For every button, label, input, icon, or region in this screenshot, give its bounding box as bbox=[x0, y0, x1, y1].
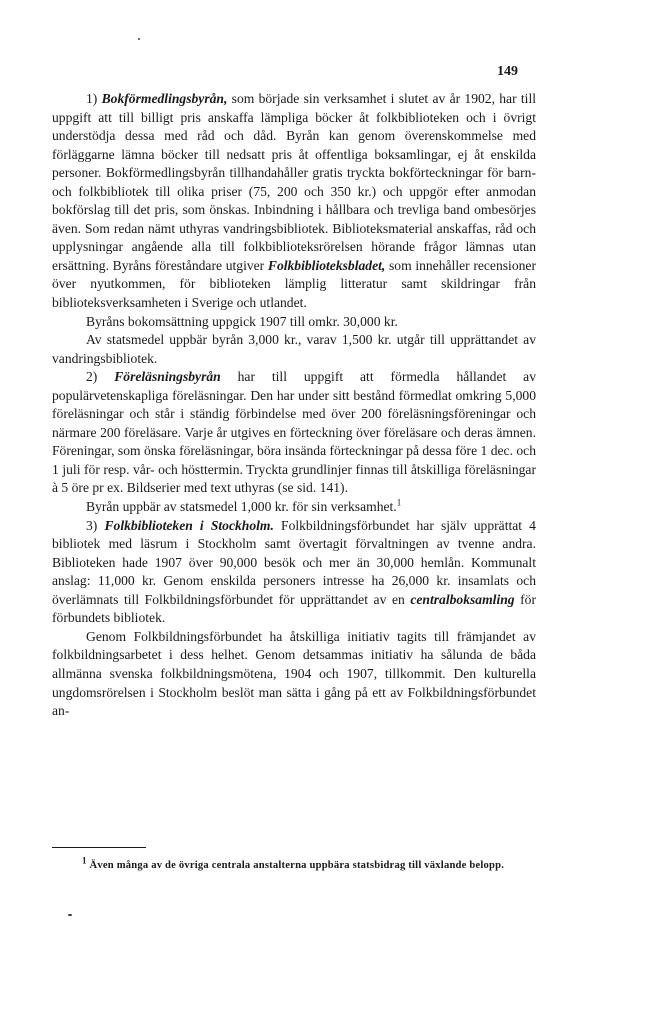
page-number: 149 bbox=[497, 64, 518, 79]
section-number: 3) bbox=[86, 517, 98, 533]
publication-title-folkbiblioteksbladet: Folkbiblioteksbladet, bbox=[267, 257, 386, 273]
paragraph-statsmedel-byran: Av statsmedel uppbär byrån 3,000 kr., varav 1,500 kr. utgår till upprättandet av vandringsbibliotek. bbox=[52, 332, 536, 366]
paragraph-text: har till uppgift att förmedla hållandet av populärvetenskapliga föreläsningar. Den har under sitt bestånd förmedlat omkring 5,000 föreläsningar och står i ständig förbindelse med över 200 föreläsningsföreningar och närmare 200 föreläsare. Varje år utgives en förteckning över föreläsare och deras ämnen. Föreningar, som önska föreläsningar, böra insända förteckningar på dessa före 1 dec. och 1 juli för resp. vår- och hösttermin. Tryckta grundlinjer finnas till åtskilliga föreläsningar à 5 öre pr ex. Bildserier med text uthyras (se sid. 141). bbox=[52, 369, 536, 496]
paragraph-text: Folkbildningsförbundet har själv upprättat 4 bibliotek med läsrum i Stockholm samt övertagit förvaltningen av tvenne andra. Biblioteken hade 1907 över 90,000 besök och mer än 30,000 hemlån. Kommunalt anslag: 11,000 kr. Genom enskilda personers intresse ha 26,000 kr. insamlats och överlämnats till Folkbildningsförbundet för upprättandet av en bbox=[52, 517, 536, 607]
section-title-bokformedlingsbyran: Bokförmedlingsbyrån, bbox=[101, 91, 228, 106]
paragraph-text: Byrån uppbär av statsmedel 1,000 kr. för sin verksamhet. bbox=[86, 499, 397, 515]
paragraph-forelasningsbyran bbox=[52, 368, 536, 498]
paper-speck bbox=[68, 914, 72, 916]
footnote-reference[interactable]: 1 bbox=[396, 497, 402, 508]
footnote-body: Även många av de övriga centrala anstalterna uppbära statsbidrag till växlande belopp. bbox=[86, 860, 505, 871]
paragraph-statsmedel-forelasning bbox=[52, 498, 536, 517]
paragraph-bokformedlingsbyran bbox=[52, 90, 536, 313]
term-centralboksamling: centralboksamling bbox=[410, 591, 515, 607]
paragraph-text: som började sin verksamhet i slutet av år 1902, har till uppgift att till billigt pris anskaffa lämpliga böcker åt folkbiblioteken och i övrigt understödja dessa med råd och dåd. Byrån kan genom överenskommelse med förläggarne lämna böcker till nedsatt pris åt offentliga boksamlingar, ej åt enskilda personer. Bokförmedlingsbyrån tillhandahåller gratis tryckta bokförteckningar för barn- och folkbibliotek till olika priser (75, 200 och 350 kr.) och uppgör efter anmodan bokförslag till det pris, som önskas. Inbindning i hållbara och trevliga band ombesörjes även. Som redan nämt uthyras vandringsbibliotek. Biblioteksmaterial anskaffas, råd och upplysningar angående alla till folkbiblioteksrörelsen hörande frågor lämnas utan ersättning. Byråns föreståndare utgiver bbox=[52, 91, 536, 273]
paragraph-text: för förbundets bibliotek. bbox=[52, 591, 537, 626]
main-text bbox=[52, 90, 536, 721]
paper-speck bbox=[138, 38, 140, 40]
section-number: 2) bbox=[86, 369, 98, 385]
footnote-divider bbox=[52, 847, 146, 848]
section-title-folkbiblioteken: Folkbiblioteken i Stockholm. bbox=[104, 517, 274, 533]
footnote-text bbox=[52, 855, 536, 872]
paragraph-folkbiblioteken bbox=[52, 517, 536, 628]
section-number: 1) bbox=[86, 91, 98, 106]
paragraph-bokomsattning: Byråns bokomsättning uppgick 1907 till omkr. 30,000 kr. bbox=[86, 313, 398, 329]
footnote bbox=[52, 855, 536, 872]
footnote-mark: 1 bbox=[82, 855, 87, 866]
paragraph-initiativ: Genom Folkbildningsförbundet ha åtskilliga initiativ tagits till främjandet av folkbildningsarbetet i dess helhet. Genom detsammas initiativ ha sålunda de båda allmänna svenska folkbildningsmötena, 1904 och 1907, tillkommit. Den kulturella ungdomsrörelsen i Stockholm beslöt man sätta i gång på ett av Folkbildningsförbundet an- bbox=[52, 628, 536, 719]
section-title-forelasningsbyran: Föreläsningsbyrån bbox=[114, 369, 221, 385]
paragraph-text: som innehåller recensioner över nyutkommen, för biblioteken lämplig litteratur samt skildringar från biblioteksverksamheten i Sverige och utlandet. bbox=[52, 257, 536, 311]
